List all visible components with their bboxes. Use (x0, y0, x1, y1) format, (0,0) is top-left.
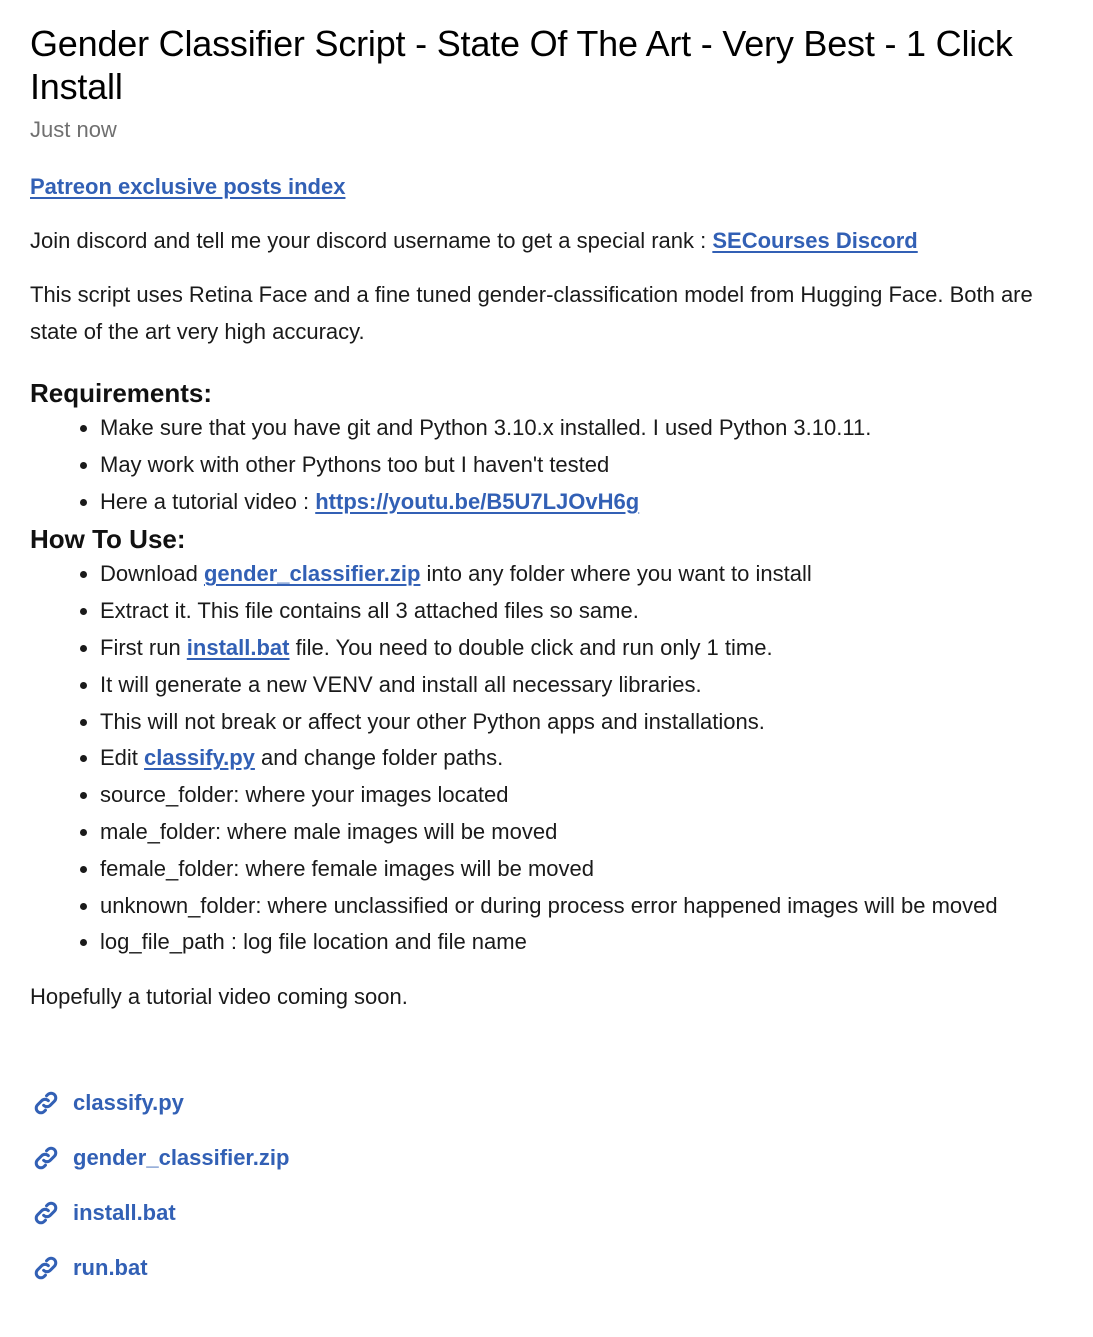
item-text: Edit (100, 745, 145, 771)
how-to-use-heading: How To Use: (30, 524, 186, 555)
footer-text: Hopefully a tutorial video coming soon. (30, 984, 408, 1010)
list-item: • Make sure that you have git and Python 3.10.x installed. I used Python 3.10.11. (100, 410, 1080, 447)
list-item: • May work with other Pythons too but I haven't tested (100, 447, 1080, 484)
discord-text: Join discord and tell me your discord username to get a special rank : (30, 228, 713, 253)
link-icon (32, 1199, 60, 1227)
list-item (100, 556, 1080, 593)
description: This script uses Retina Face and a fine tuned gender-classification model from Hugging Face. Both are state of the art very high accuracy. (30, 282, 1033, 344)
attachment-install-bat[interactable] (30, 1185, 1080, 1240)
item-text: file. You need to double click and run only 1 time. (289, 634, 773, 660)
link-icon (32, 1144, 60, 1172)
post-timestamp: Just now (30, 117, 117, 142)
attachment-classify-py[interactable] (30, 1075, 1080, 1130)
list-item: • It will generate a new VENV and install all necessary libraries. (100, 667, 1080, 704)
zip-link[interactable]: gender_classifier.zip (203, 561, 421, 587)
index-paragraph (30, 168, 1080, 205)
list-item (100, 484, 1080, 521)
how-to-use-list (30, 556, 1080, 961)
attachment-gender-classifier-zip[interactable] (30, 1130, 1080, 1185)
item-text: First run (100, 634, 187, 660)
list-item (100, 630, 1080, 667)
attachment-run-bat[interactable] (30, 1240, 1080, 1295)
link-icon (32, 1089, 60, 1117)
list-item (100, 740, 1080, 777)
install-bat-link[interactable]: install.bat (186, 634, 290, 660)
list-item: • This will not break or affect your other Python apps and installations. (100, 704, 1080, 741)
list-item: • female_folder: where female images will be moved (100, 851, 1080, 888)
list-item: • unknown_folder: where unclassified or during process error happened images will be moved (100, 888, 1080, 925)
attachment-name: install.bat (73, 1199, 176, 1225)
list-item: • male_folder: where male images will be moved (100, 814, 1080, 851)
list-item: • source_folder: where your images located (100, 777, 1080, 814)
item-text: Here a tutorial video : (100, 488, 316, 514)
item-text: Download (100, 561, 204, 587)
requirements-list (30, 410, 1080, 520)
patreon-index-link[interactable]: Patreon exclusive posts index (30, 174, 346, 199)
item-text: into any folder where you want to install (420, 561, 812, 587)
tutorial-video-link[interactable]: https://youtu.be/B5U7LJOvH6g (315, 488, 640, 514)
attachment-name: classify.py (73, 1089, 184, 1115)
discord-paragraph (30, 222, 1080, 259)
attachment-name: gender_classifier.zip (73, 1144, 290, 1170)
list-item: • Extract it. This file contains all 3 attached files so same. (100, 593, 1080, 630)
attachments-list (30, 1075, 1080, 1295)
list-item: • log_file_path : log file location and file name (100, 924, 1080, 961)
classify-py-link[interactable]: classify.py (144, 745, 255, 771)
item-text: and change folder paths. (254, 745, 504, 771)
attachment-name: run.bat (73, 1254, 148, 1280)
post-title: Gender Classifier Script - State Of The Art - Very Best - 1 Click Install (30, 23, 1013, 107)
requirements-heading: Requirements: (30, 378, 213, 408)
discord-link[interactable]: SECourses Discord (712, 228, 918, 253)
link-icon (32, 1254, 60, 1282)
